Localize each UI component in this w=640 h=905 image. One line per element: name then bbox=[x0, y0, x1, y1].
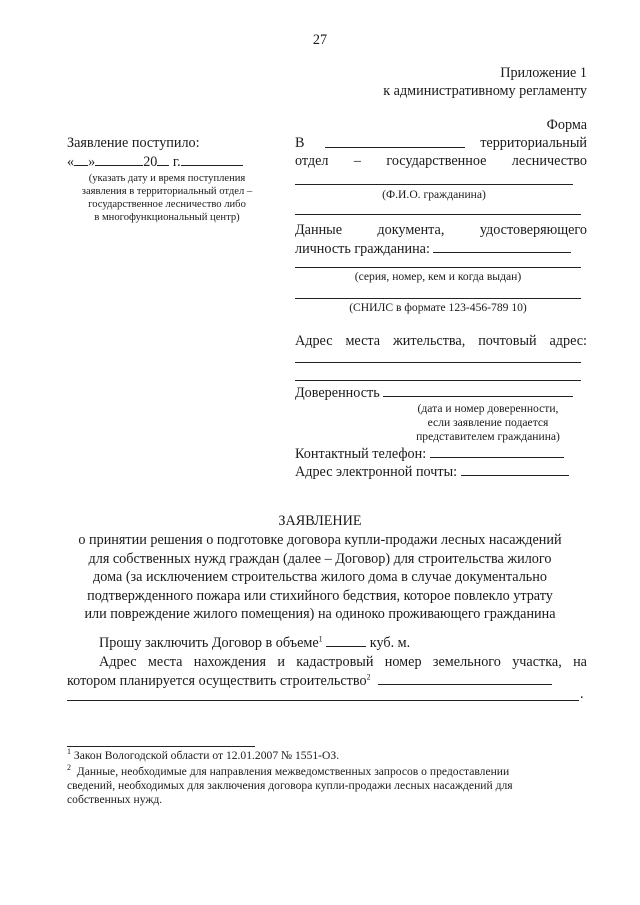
land-address-line-1 bbox=[99, 654, 587, 671]
footnote-2-line: собственных нужд. bbox=[67, 793, 163, 806]
time-blank[interactable] bbox=[181, 153, 243, 166]
land-address-field[interactable] bbox=[378, 672, 552, 685]
hint-line: если заявление подается bbox=[427, 416, 549, 429]
word: места bbox=[345, 333, 381, 349]
word: участка, bbox=[512, 654, 562, 670]
identity-blank[interactable] bbox=[433, 240, 571, 253]
statement-line: о принятии решения о подготовке договора купли-продажи лесных насаждений bbox=[78, 532, 562, 548]
received-label: Заявление поступило: bbox=[67, 135, 200, 151]
footnote-2-line bbox=[67, 765, 585, 779]
year-prefix: 20 bbox=[143, 154, 158, 170]
phone-row bbox=[295, 445, 564, 463]
fio-line-2[interactable] bbox=[295, 214, 581, 215]
year-suffix: г. bbox=[172, 154, 181, 170]
footnote-mark: 1 bbox=[67, 747, 71, 757]
footnote-2 bbox=[67, 765, 585, 807]
department-blank[interactable] bbox=[325, 135, 465, 148]
received-date-row bbox=[67, 153, 243, 171]
hint-line: представителем гражданина) bbox=[416, 430, 560, 443]
day-blank[interactable] bbox=[74, 153, 88, 166]
address-line-2[interactable] bbox=[295, 380, 581, 381]
word: государственное bbox=[386, 153, 487, 169]
statement-line: подтвержденного пожара или стихийного бедствия, которое повлекло утрату bbox=[87, 587, 553, 604]
land-address-line-2 bbox=[67, 672, 552, 690]
address-label bbox=[295, 333, 587, 350]
word: кадастровый bbox=[296, 654, 374, 670]
address-line-1[interactable] bbox=[295, 362, 581, 363]
appendix-subtitle: к административному регламенту bbox=[383, 83, 587, 99]
statement-line: для собственных нужд граждан (далее – Договор) для строительства жилого bbox=[88, 550, 552, 567]
email-row bbox=[295, 463, 569, 481]
footnote-text: Закон Вологодской области от 12.01.2007 № 1551-ОЗ. bbox=[73, 749, 340, 762]
word: земельного bbox=[432, 654, 501, 670]
proxy-label: Доверенность bbox=[295, 385, 380, 401]
hint-line: (дата и номер доверенности, bbox=[417, 402, 559, 415]
footnote-2-line: сведений, необходимых для заключения договора купли-продажи лесных насаждений для bbox=[67, 779, 513, 792]
word: отдел bbox=[295, 153, 329, 169]
word: адрес: bbox=[549, 333, 587, 349]
word: и bbox=[277, 654, 285, 670]
received-hint bbox=[62, 172, 272, 224]
fio-line[interactable] bbox=[295, 184, 573, 185]
word: – bbox=[353, 153, 361, 169]
volume-unit: куб. м. bbox=[369, 635, 411, 651]
fio-hint: (Ф.И.О. гражданина) bbox=[382, 188, 486, 201]
statement-title: ЗАЯВЛЕНИЕ bbox=[278, 513, 362, 529]
snils-line[interactable] bbox=[295, 298, 581, 299]
statement-line: или повреждение жилого помещения) на одиноко проживающего гражданина bbox=[84, 606, 556, 622]
proxy-row bbox=[295, 384, 573, 402]
statement-line: дома (за исключением строительства жилого дома в случае документально bbox=[93, 569, 547, 585]
snils-hint: (СНИЛС в формате 123-456-789 10) bbox=[349, 301, 527, 314]
form-label: Форма bbox=[546, 117, 587, 133]
email-label: Адрес электронной почты: bbox=[295, 464, 458, 480]
email-field[interactable] bbox=[461, 463, 569, 476]
addressee-prefix: В bbox=[295, 135, 305, 151]
year-blank[interactable] bbox=[157, 153, 169, 166]
phone-label: Контактный телефон: bbox=[295, 446, 427, 462]
addressee-line bbox=[295, 135, 587, 152]
word: жительства, bbox=[392, 333, 466, 349]
word: лесничество bbox=[511, 153, 587, 169]
addressee-line-2 bbox=[295, 153, 587, 170]
word: удостоверяющего bbox=[479, 222, 587, 238]
page-number: 27 bbox=[312, 32, 328, 48]
word: Адрес bbox=[295, 333, 333, 349]
date-close-quote: » bbox=[88, 154, 96, 170]
footnote-ref-1: 1 bbox=[318, 634, 323, 644]
volume-row bbox=[99, 634, 410, 652]
footnote-1 bbox=[67, 749, 339, 763]
hint-line: в многофункциональный центр) bbox=[94, 212, 240, 223]
series-hint: (серия, номер, кем и когда выдан) bbox=[354, 270, 522, 283]
word: номер bbox=[384, 654, 422, 670]
addressee-suffix: территориальный bbox=[480, 135, 587, 151]
hint-line: (указать дату и время поступления bbox=[88, 173, 246, 184]
proxy-blank[interactable] bbox=[383, 384, 573, 397]
word: почтовый bbox=[478, 333, 537, 349]
identity-line-2 bbox=[295, 240, 571, 258]
identity-label: личность гражданина: bbox=[295, 241, 430, 257]
land-address-text: котором планируется осуществить строительство bbox=[67, 673, 367, 689]
footnote-ref-2: 2 bbox=[366, 672, 371, 682]
proxy-hint bbox=[395, 402, 581, 444]
footnote-mark: 2 bbox=[67, 763, 71, 773]
word: документа, bbox=[377, 222, 445, 238]
word: нахождения bbox=[193, 654, 266, 670]
word: Адрес bbox=[99, 654, 137, 670]
month-blank[interactable] bbox=[95, 153, 143, 166]
hint-line: государственное лесничество либо bbox=[88, 199, 246, 210]
statement-body bbox=[0, 531, 640, 624]
word: Данные bbox=[295, 222, 342, 238]
footnote-text: Данные, необходимые для направления межведомственных запросов о предоставлении bbox=[76, 765, 510, 778]
word: места bbox=[147, 654, 183, 670]
appendix-title: Приложение 1 bbox=[500, 65, 587, 81]
document-line[interactable] bbox=[295, 267, 581, 268]
word: на bbox=[573, 654, 587, 670]
phone-field[interactable] bbox=[430, 445, 564, 458]
date-open-quote: « bbox=[67, 154, 75, 170]
identity-line bbox=[295, 222, 587, 239]
footnote-separator bbox=[67, 746, 255, 747]
hint-line: заявления в территориальный отдел – bbox=[81, 186, 253, 197]
land-address-line-3[interactable] bbox=[67, 700, 579, 701]
volume-field[interactable] bbox=[326, 634, 366, 647]
volume-text: Прошу заключить Договор в объеме bbox=[99, 635, 319, 651]
end-period: . bbox=[580, 686, 584, 702]
